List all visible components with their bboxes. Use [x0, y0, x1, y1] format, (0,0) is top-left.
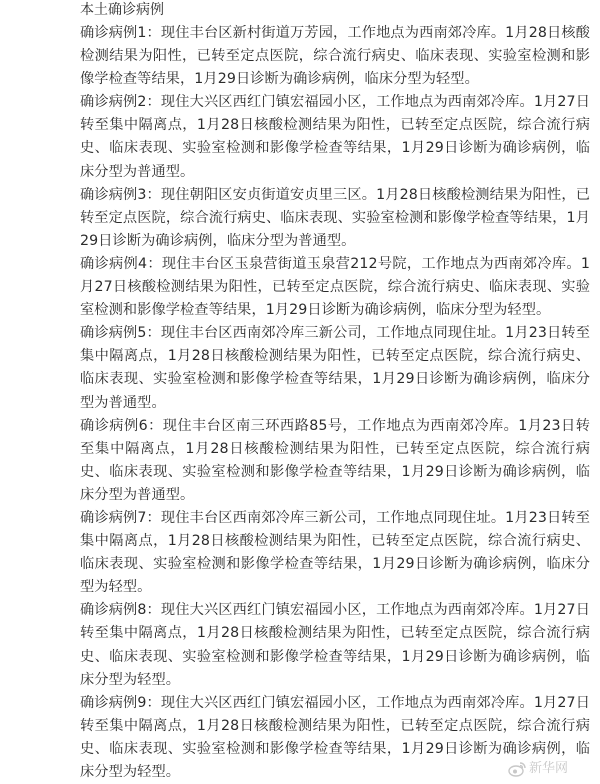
case-paragraph-4: 确诊病例4：现住丰台区玉泉营街道玉泉营212号院，工作地点为西南郊冷库。1月27日核酸检测结果为阳性，已转至定点医院，综合流行病史、临床表现、实验室检测和影像学检查等结果，1月29日诊断为确诊病例，临床分型为轻型。 — [80, 255, 590, 319]
case-paragraph-5: 确诊病例5：现住丰台区西南郊冷库三新公司，工作地点同现住址。1月23日转至集中隔离点，1月28日核酸检测结果为阳性，已转至定点医院，综合流行病史、临床表现、实验室检测和影像学检查等结果，1月29日诊断为确诊病例，临床分型为普通型。 — [80, 325, 590, 411]
case-paragraph-3: 确诊病例3：现住朝阳区安贞街道安贞里三区。1月28日核酸检测结果为阳性，已转至定点医院，综合流行病史、临床表现、实验室检测和影像学检查等结果，1月29日诊断为确诊病例，临床分型为普通型。 — [80, 186, 590, 249]
case-paragraph-9: 确诊病例9：现住大兴区西红门镇宏福园小区，工作地点为西南郊冷库。1月27日转至集中隔离点，1月28日核酸检测结果为阳性，已转至定点医院，综合流行病史、临床表现、实验室检测和影像学检查等结果，1月29日诊断为确诊病例，临床分型为轻型。 — [80, 694, 590, 780]
case-list — [80, 22, 590, 784]
case-paragraph-2: 确诊病例2：现住大兴区西红门镇宏福园小区，工作地点为西南郊冷库。1月27日转至集中隔离点，1月28日核酸检测结果为阳性，已转至定点医院，综合流行病史、临床表现、实验室检测和影像学检查等结果，1月29日诊断为确诊病例，临床分型为普通型。 — [80, 94, 590, 180]
weibo-icon — [508, 761, 526, 777]
case-paragraph-7: 确诊病例7：现住丰台区西南郊冷库三新公司，工作地点同现住址。1月23日转至集中隔离点，1月28日核酸检测结果为阳性，已转至定点医院，综合流行病史、临床表现、实验室检测和影像学检查等结果，1月29日诊断为确诊病例，临床分型为轻型。 — [80, 509, 590, 596]
watermark-text: 新华网 — [529, 761, 569, 776]
case-report-article — [80, 0, 590, 784]
case-paragraph-6: 确诊病例6：现住丰台区南三环西路85号，工作地点为西南郊冷库。1月23日转至集中隔离点，1月28日核酸检测结果为阳性，已转至定点医院，综合流行病史、临床表现、实验室检测和影像学检查等结果，1月29日诊断为确诊病例，临床分型为普通型。 — [80, 417, 590, 503]
case-paragraph-1: 确诊病例1：现住丰台区新村街道万芳园，工作地点为西南郊冷库。1月28日核酸检测结果为阳性，已转至定点医院，综合流行病史、临床表现、实验室检测和影像学检查等结果，1月29日诊断为确诊病例，临床分型为轻型。 — [80, 25, 590, 88]
watermark — [508, 760, 568, 778]
section-title: 本土确诊病例 — [80, 2, 164, 18]
case-paragraph-8: 确诊病例8：现住大兴区西红门镇宏福园小区，工作地点为西南郊冷库。1月27日转至集中隔离点，1月28日核酸检测结果为阳性，已转至定点医院，综合流行病史、临床表现、实验室检测和影像学检查等结果，1月29日诊断为确诊病例，临床分型为轻型。 — [80, 602, 590, 688]
